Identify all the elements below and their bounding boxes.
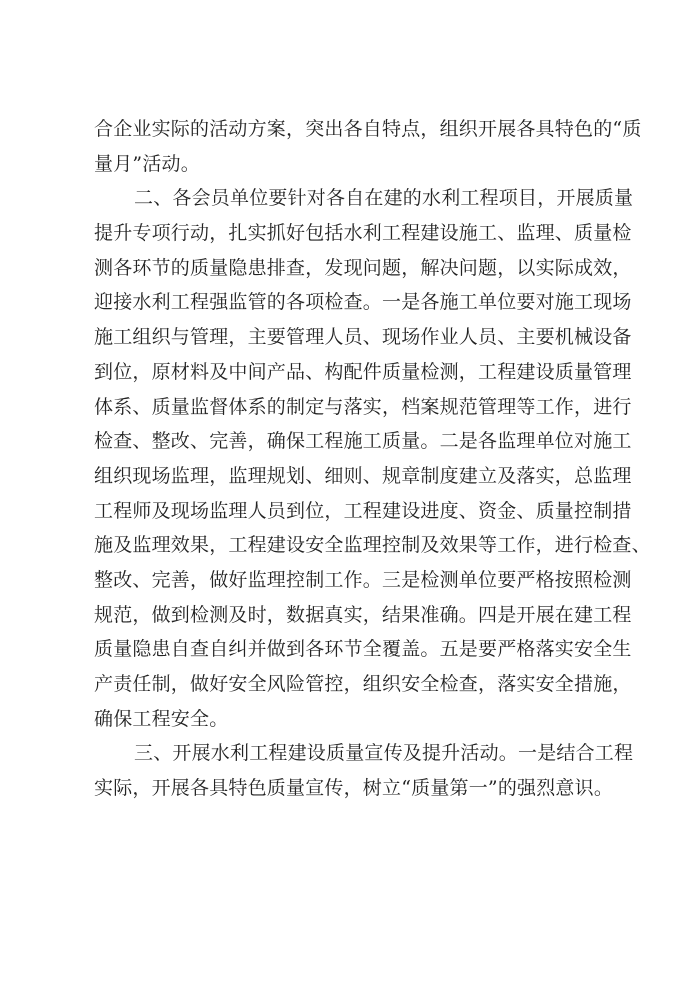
paragraph-line: 工程师及现场监理人员到位，工程建设进度、资金、质量控制措 — [94, 499, 632, 522]
paragraph-line: 确保工程安全。 — [94, 707, 229, 730]
paragraph-line: 质量隐患自查自纠并做到各环节全覆盖。五是要严格落实安全生 — [94, 638, 632, 661]
paragraph-line: 施及监理效果，工程建设安全监理控制及效果等工作，进行检查、 — [94, 534, 651, 557]
paragraph-line: 测各环节的质量隐患排查，发现问题，解决问题，以实际成效， — [94, 256, 632, 279]
paragraph-line: 二、各会员单位要针对各自在建的水利工程项目，开展质量 — [134, 187, 634, 210]
paragraph-line: 检查、整改、完善，确保工程施工质量。二是各监理单位对施工 — [94, 430, 632, 453]
paragraph-line: 实际，开展各具特色质量宣传，树立“质量第一”的强烈意识。 — [94, 777, 614, 800]
paragraph-line: 迎接水利工程强监管的各项检查。一是各施工单位要对施工现场 — [94, 291, 632, 314]
paragraph-line: 量月”活动。 — [94, 152, 200, 175]
paragraph-line: 施工组织与管理，主要管理人员、现场作业人员、主要机械设备 — [94, 326, 632, 349]
paragraph-line: 提升专项行动，扎实抓好包括水利工程建设施工、监理、质量检 — [94, 222, 632, 245]
paragraph-line: 组织现场监理，监理规划、细则、规章制度建立及落实，总监理 — [94, 464, 632, 487]
paragraph-line: 规范，做到检测及时，数据真实，结果准确。四是开展在建工程 — [94, 603, 632, 626]
document-body — [94, 112, 651, 806]
paragraph-line: 三、开展水利工程建设质量宣传及提升活动。一是结合工程 — [134, 742, 634, 765]
paragraph-line: 到位，原材料及中间产品、构配件质量检测，工程建设质量管理 — [94, 360, 632, 383]
paragraph-line: 产责任制，做好安全风险管控，组织安全检查，落实安全措施， — [94, 673, 632, 695]
paragraph-line: 体系、质量监督体系的制定与落实，档案规范管理等工作，进行 — [94, 395, 632, 418]
paragraph-line: 合企业实际的活动方案，突出各自特点，组织开展各具特色的“质 — [94, 118, 642, 140]
paragraph-line: 整改、完善，做好监理控制工作。三是检测单位要严格按照检测 — [94, 568, 632, 591]
